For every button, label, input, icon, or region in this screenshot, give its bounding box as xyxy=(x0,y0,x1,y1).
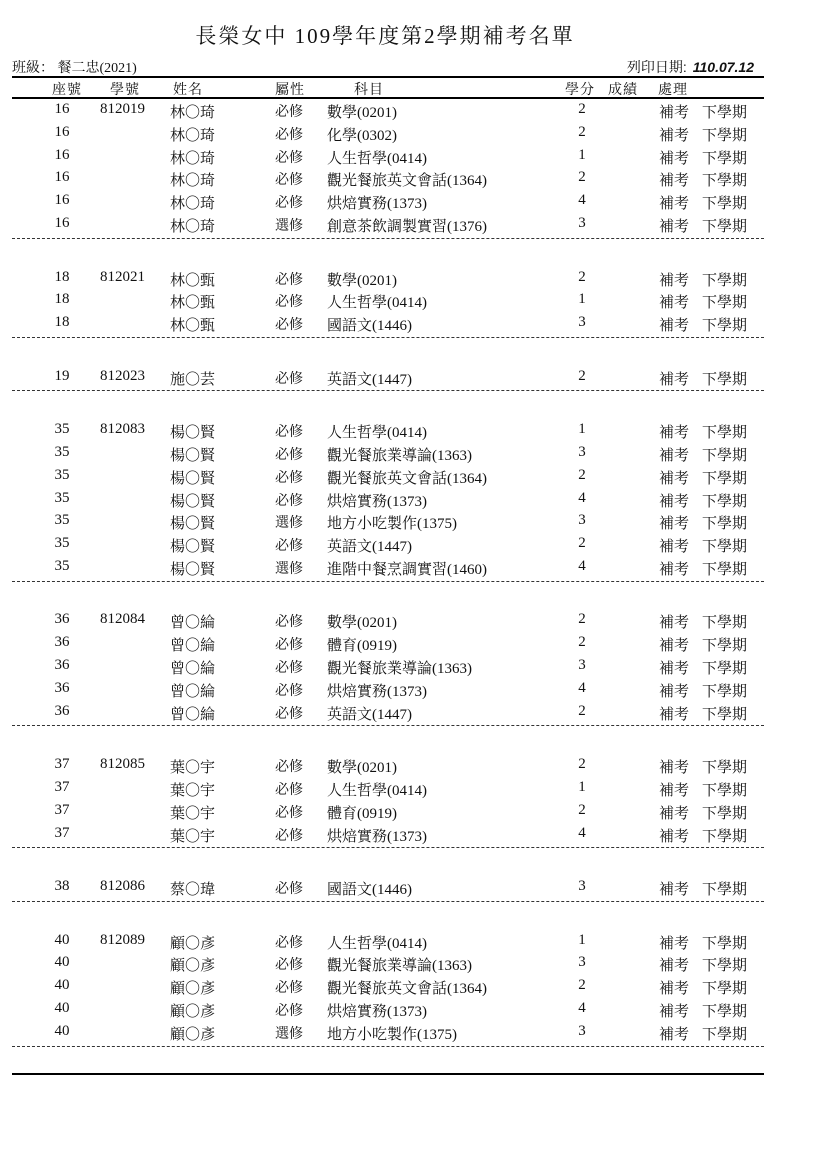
seat-cell: 40 xyxy=(54,1022,70,1039)
seat-cell: 35 xyxy=(54,466,70,483)
seat-cell: 16 xyxy=(54,101,70,117)
credit-cell: 3 xyxy=(578,512,586,529)
subject-cell: 化學(0302) xyxy=(327,127,397,144)
term-cell: 下學期 xyxy=(702,150,748,167)
col-type: 屬性 xyxy=(275,83,305,98)
table-row xyxy=(0,213,827,236)
type-cell: 必修 xyxy=(275,150,303,166)
credit-cell: 2 xyxy=(578,268,586,285)
name-cell: 顧〇彥 xyxy=(170,958,216,975)
table-row xyxy=(0,632,827,655)
seat-cell: 35 xyxy=(54,489,70,506)
name-cell: 楊〇賢 xyxy=(170,539,216,556)
action-cell: 補考 xyxy=(659,561,690,578)
subject-cell: 觀光餐旅業導論(1363) xyxy=(327,958,472,975)
type-cell: 必修 xyxy=(275,683,303,699)
name-cell: 施〇芸 xyxy=(170,371,216,388)
seat-cell: 37 xyxy=(54,778,70,795)
action-cell: 補考 xyxy=(659,828,690,845)
term-cell: 下學期 xyxy=(702,805,748,822)
credit-cell: 2 xyxy=(578,169,586,186)
type-cell: 必修 xyxy=(275,760,303,776)
type-cell: 必修 xyxy=(275,470,303,486)
type-cell: 選修 xyxy=(275,219,303,234)
subject-cell: 數學(0201) xyxy=(327,105,397,121)
table-row xyxy=(0,167,827,190)
table-row xyxy=(0,533,827,556)
term-cell: 下學期 xyxy=(702,706,748,723)
action-cell: 補考 xyxy=(659,638,690,655)
action-cell: 補考 xyxy=(659,706,690,723)
subject-cell: 觀光餐旅英文會話(1364) xyxy=(327,173,487,190)
term-cell: 下學期 xyxy=(702,561,748,578)
type-cell: 必修 xyxy=(275,828,303,844)
seat-cell: 40 xyxy=(54,999,70,1016)
credit-cell: 2 xyxy=(578,123,586,140)
table-row xyxy=(0,609,827,632)
term-cell: 下學期 xyxy=(702,1026,748,1043)
seat-cell: 35 xyxy=(54,535,70,552)
class-label: 班級： 餐二忠(2021) xyxy=(12,61,137,76)
credit-cell: 2 xyxy=(578,466,586,483)
subject-cell: 人生哲學(0414) xyxy=(327,150,427,167)
name-cell: 葉〇宇 xyxy=(170,828,216,845)
subject-cell: 烘焙實務(1373) xyxy=(327,683,427,700)
action-cell: 補考 xyxy=(659,958,690,975)
credit-cell: 1 xyxy=(578,291,586,308)
term-cell: 下學期 xyxy=(702,447,748,464)
seat-cell: 18 xyxy=(54,291,70,308)
table-row xyxy=(0,442,827,465)
seat-cell: 36 xyxy=(54,611,70,628)
type-cell: 必修 xyxy=(275,958,303,974)
credit-cell: 3 xyxy=(578,954,586,971)
type-cell: 必修 xyxy=(275,295,303,311)
credit-cell: 4 xyxy=(578,192,586,209)
type-cell: 必修 xyxy=(275,981,303,997)
term-cell: 下學期 xyxy=(702,425,748,442)
subject-cell: 英語文(1447) xyxy=(327,371,412,388)
credit-cell: 2 xyxy=(578,634,586,651)
table-row xyxy=(0,800,827,823)
term-cell: 下學期 xyxy=(702,958,748,975)
action-cell: 補考 xyxy=(659,805,690,822)
credit-cell: 3 xyxy=(578,443,586,460)
name-cell: 林〇甄 xyxy=(170,295,216,312)
name-cell: 曾〇綸 xyxy=(170,661,216,677)
subject-cell: 人生哲學(0414) xyxy=(327,782,427,799)
credit-cell: 3 xyxy=(578,314,586,331)
term-cell: 下學期 xyxy=(702,981,748,998)
name-cell: 林〇琦 xyxy=(170,173,216,190)
type-cell: 必修 xyxy=(275,272,303,288)
group-separator xyxy=(12,581,764,582)
credit-cell: 4 xyxy=(578,489,586,506)
name-cell: 顧〇彥 xyxy=(170,1003,216,1020)
subject-cell: 烘焙實務(1373) xyxy=(327,196,427,213)
subject-cell: 烘焙實務(1373) xyxy=(327,493,427,510)
action-cell: 補考 xyxy=(659,127,690,144)
table-row xyxy=(0,655,827,678)
credit-cell: 3 xyxy=(578,878,586,894)
type-cell: 必修 xyxy=(275,318,303,334)
group-separator xyxy=(12,238,764,239)
group-separator xyxy=(12,847,764,848)
type-cell: 選修 xyxy=(275,516,303,532)
student-id-cell: 812021 xyxy=(100,268,145,285)
bottom-rule xyxy=(12,1073,764,1075)
type-cell: 必修 xyxy=(275,425,303,441)
action-cell: 補考 xyxy=(659,295,690,312)
subject-cell: 進階中餐烹調實習(1460) xyxy=(327,561,487,578)
seat-cell: 16 xyxy=(54,123,70,140)
action-cell: 補考 xyxy=(659,219,690,235)
page-title: 長榮女中 109學年度第2學期補考名單 xyxy=(195,24,575,48)
group-separator xyxy=(12,901,764,902)
table-row xyxy=(0,556,827,579)
name-cell: 曾〇綸 xyxy=(170,683,216,700)
action-cell: 補考 xyxy=(659,661,690,677)
group-separator xyxy=(12,725,764,726)
table-row xyxy=(0,754,827,777)
subject-cell: 體育(0919) xyxy=(327,638,397,655)
table-row xyxy=(0,1021,827,1044)
seat-cell: 19 xyxy=(54,367,70,384)
subject-cell: 數學(0201) xyxy=(327,272,397,289)
credit-cell: 3 xyxy=(578,657,586,673)
table-row xyxy=(0,312,827,335)
name-cell: 林〇甄 xyxy=(170,272,216,289)
seat-cell: 18 xyxy=(54,268,70,285)
type-cell: 必修 xyxy=(275,805,303,821)
name-cell: 楊〇賢 xyxy=(170,470,216,487)
action-cell: 補考 xyxy=(659,425,690,442)
student-id-cell: 812023 xyxy=(100,367,145,384)
subject-cell: 觀光餐旅英文會話(1364) xyxy=(327,470,487,487)
name-cell: 蔡〇瑋 xyxy=(170,882,216,898)
name-cell: 楊〇賢 xyxy=(170,561,216,578)
term-cell: 下學期 xyxy=(702,782,748,799)
student-id-cell: 812085 xyxy=(100,756,145,773)
print-date-value: 110.07.12 xyxy=(692,59,754,75)
action-cell: 補考 xyxy=(659,318,690,335)
term-cell: 下學期 xyxy=(702,882,748,898)
credit-cell: 2 xyxy=(578,756,586,773)
action-cell: 補考 xyxy=(659,272,690,289)
table-row xyxy=(0,678,827,701)
term-cell: 下學期 xyxy=(702,615,748,632)
table-row xyxy=(0,419,827,442)
table-row xyxy=(0,510,827,533)
type-cell: 必修 xyxy=(275,539,303,555)
type-cell: 必修 xyxy=(275,638,303,654)
table-row xyxy=(0,488,827,511)
table-row xyxy=(0,930,827,953)
name-cell: 曾〇綸 xyxy=(170,615,216,632)
action-cell: 補考 xyxy=(659,760,690,777)
seat-cell: 36 xyxy=(54,657,70,673)
subject-cell: 人生哲學(0414) xyxy=(327,425,427,442)
term-cell: 下學期 xyxy=(702,683,748,700)
action-cell: 補考 xyxy=(659,782,690,799)
seat-cell: 36 xyxy=(54,702,70,719)
subject-cell: 觀光餐旅業導論(1363) xyxy=(327,661,472,677)
subject-cell: 烘焙實務(1373) xyxy=(327,1003,427,1020)
seat-cell: 36 xyxy=(54,634,70,651)
term-cell: 下學期 xyxy=(702,470,748,487)
name-cell: 顧〇彥 xyxy=(170,1026,216,1043)
col-seat: 座號 xyxy=(52,83,82,98)
term-cell: 下學期 xyxy=(702,760,748,777)
term-cell: 下學期 xyxy=(702,516,748,533)
student-id-cell: 812084 xyxy=(100,611,145,628)
name-cell: 顧〇彥 xyxy=(170,981,216,998)
credit-cell: 2 xyxy=(578,611,586,628)
student-id-cell: 812086 xyxy=(100,878,145,894)
term-cell: 下學期 xyxy=(702,105,748,121)
table-row xyxy=(0,975,827,998)
table-row xyxy=(0,289,827,312)
seat-cell: 35 xyxy=(54,443,70,460)
action-cell: 補考 xyxy=(659,539,690,556)
table-row xyxy=(0,190,827,213)
type-cell: 必修 xyxy=(275,447,303,463)
type-cell: 必修 xyxy=(275,706,303,722)
credit-cell: 4 xyxy=(578,824,586,841)
action-cell: 補考 xyxy=(659,1026,690,1043)
table-row xyxy=(0,465,827,488)
seat-cell: 40 xyxy=(54,954,70,971)
action-cell: 補考 xyxy=(659,882,690,898)
name-cell: 林〇琦 xyxy=(170,127,216,144)
subject-cell: 國語文(1446) xyxy=(327,882,412,898)
seat-cell: 18 xyxy=(54,314,70,331)
seat-cell: 35 xyxy=(54,557,70,574)
subject-cell: 觀光餐旅英文會話(1364) xyxy=(327,981,487,998)
group-separator xyxy=(12,1046,764,1047)
seat-cell: 16 xyxy=(54,215,70,231)
term-cell: 下學期 xyxy=(702,272,748,289)
term-cell: 下學期 xyxy=(702,219,748,235)
action-cell: 補考 xyxy=(659,196,690,213)
credit-cell: 4 xyxy=(578,557,586,574)
name-cell: 顧〇彥 xyxy=(170,935,216,952)
subject-cell: 創意茶飲調製實習(1376) xyxy=(327,219,487,235)
type-cell: 必修 xyxy=(275,105,303,120)
action-cell: 補考 xyxy=(659,516,690,533)
credit-cell: 1 xyxy=(578,931,586,948)
seat-cell: 37 xyxy=(54,801,70,818)
credit-cell: 2 xyxy=(578,977,586,994)
print-date-label: 列印日期: xyxy=(626,59,687,75)
name-cell: 楊〇賢 xyxy=(170,425,216,442)
term-cell: 下學期 xyxy=(702,318,748,335)
subject-cell: 人生哲學(0414) xyxy=(327,935,427,952)
col-name: 姓名 xyxy=(173,83,203,98)
seat-cell: 40 xyxy=(54,977,70,994)
action-cell: 補考 xyxy=(659,470,690,487)
col-subject: 科目 xyxy=(354,83,384,98)
name-cell: 葉〇宇 xyxy=(170,805,216,822)
seat-cell: 36 xyxy=(54,679,70,696)
name-cell: 曾〇綸 xyxy=(170,706,216,723)
subject-cell: 英語文(1447) xyxy=(327,539,412,556)
term-cell: 下學期 xyxy=(702,1003,748,1020)
action-cell: 補考 xyxy=(659,447,690,464)
subject-cell: 數學(0201) xyxy=(327,760,397,777)
type-cell: 必修 xyxy=(275,371,303,387)
type-cell: 必修 xyxy=(275,196,303,212)
seat-cell: 16 xyxy=(54,192,70,209)
type-cell: 必修 xyxy=(275,882,303,897)
table-row xyxy=(0,701,827,724)
col-action: 處理 xyxy=(658,83,688,98)
subject-cell: 地方小吃製作(1375) xyxy=(327,516,457,533)
table-row xyxy=(0,366,827,389)
type-cell: 必修 xyxy=(275,1003,303,1019)
term-cell: 下學期 xyxy=(702,196,748,213)
seat-cell: 37 xyxy=(54,756,70,773)
type-cell: 必修 xyxy=(275,127,303,143)
credit-cell: 3 xyxy=(578,215,586,231)
term-cell: 下學期 xyxy=(702,295,748,312)
subject-cell: 人生哲學(0414) xyxy=(327,295,427,312)
term-cell: 下學期 xyxy=(702,661,748,677)
action-cell: 補考 xyxy=(659,173,690,190)
term-cell: 下學期 xyxy=(702,935,748,952)
action-cell: 補考 xyxy=(659,1003,690,1020)
seat-cell: 37 xyxy=(54,824,70,841)
name-cell: 林〇琦 xyxy=(170,150,216,167)
subject-cell: 地方小吃製作(1375) xyxy=(327,1026,457,1043)
credit-cell: 1 xyxy=(578,421,586,438)
term-cell: 下學期 xyxy=(702,173,748,190)
term-cell: 下學期 xyxy=(702,638,748,655)
table-row xyxy=(0,122,827,145)
subject-cell: 英語文(1447) xyxy=(327,706,412,723)
seat-cell: 16 xyxy=(54,146,70,163)
type-cell: 必修 xyxy=(275,935,303,951)
credit-cell: 2 xyxy=(578,101,586,117)
seat-cell: 35 xyxy=(54,421,70,438)
col-grade: 成績 xyxy=(608,83,638,98)
term-cell: 下學期 xyxy=(702,539,748,556)
name-cell: 林〇甄 xyxy=(170,318,216,335)
credit-cell: 1 xyxy=(578,146,586,163)
name-cell: 楊〇賢 xyxy=(170,493,216,510)
col-credit: 學分 xyxy=(565,83,595,98)
table-row xyxy=(0,99,827,122)
name-cell: 葉〇宇 xyxy=(170,782,216,799)
subject-cell: 觀光餐旅業導論(1363) xyxy=(327,447,472,464)
credit-cell: 2 xyxy=(578,702,586,719)
table-row xyxy=(0,145,827,168)
student-id-cell: 812089 xyxy=(100,931,145,948)
action-cell: 補考 xyxy=(659,683,690,700)
action-cell: 補考 xyxy=(659,981,690,998)
name-cell: 林〇琦 xyxy=(170,105,216,121)
student-id-cell: 812019 xyxy=(100,101,145,117)
credit-cell: 3 xyxy=(578,1022,586,1039)
credit-cell: 1 xyxy=(578,778,586,795)
subject-cell: 體育(0919) xyxy=(327,805,397,822)
credit-cell: 2 xyxy=(578,801,586,818)
seat-cell: 35 xyxy=(54,512,70,529)
term-cell: 下學期 xyxy=(702,493,748,510)
name-cell: 楊〇賢 xyxy=(170,516,216,533)
group-separator xyxy=(12,337,764,338)
term-cell: 下學期 xyxy=(702,828,748,845)
action-cell: 補考 xyxy=(659,935,690,952)
subject-cell: 烘焙實務(1373) xyxy=(327,828,427,845)
credit-cell: 2 xyxy=(578,367,586,384)
seat-cell: 40 xyxy=(54,931,70,948)
type-cell: 選修 xyxy=(275,561,303,577)
action-cell: 補考 xyxy=(659,615,690,632)
table-row xyxy=(0,777,827,800)
action-cell: 補考 xyxy=(659,105,690,121)
seat-cell: 38 xyxy=(54,878,70,894)
table-row xyxy=(0,998,827,1021)
action-cell: 補考 xyxy=(659,150,690,167)
group-separator xyxy=(12,390,764,391)
credit-cell: 4 xyxy=(578,679,586,696)
type-cell: 必修 xyxy=(275,782,303,798)
credit-cell: 2 xyxy=(578,535,586,552)
student-id-cell: 812083 xyxy=(100,421,145,438)
type-cell: 必修 xyxy=(275,493,303,509)
term-cell: 下學期 xyxy=(702,127,748,144)
name-cell: 楊〇賢 xyxy=(170,447,216,464)
table-row xyxy=(0,952,827,975)
credit-cell: 4 xyxy=(578,999,586,1016)
action-cell: 補考 xyxy=(659,493,690,510)
name-cell: 林〇琦 xyxy=(170,196,216,213)
type-cell: 選修 xyxy=(275,1026,303,1042)
term-cell: 下學期 xyxy=(702,371,748,388)
table-row xyxy=(0,267,827,290)
type-cell: 必修 xyxy=(275,615,303,631)
type-cell: 必修 xyxy=(275,661,303,676)
subject-cell: 數學(0201) xyxy=(327,615,397,632)
col-student-id: 學號 xyxy=(110,83,140,98)
name-cell: 林〇琦 xyxy=(170,219,216,235)
seat-cell: 16 xyxy=(54,169,70,186)
name-cell: 葉〇宇 xyxy=(170,760,216,777)
name-cell: 曾〇綸 xyxy=(170,638,216,655)
subject-cell: 國語文(1446) xyxy=(327,318,412,335)
table-row xyxy=(0,876,827,899)
table-row xyxy=(0,823,827,846)
type-cell: 必修 xyxy=(275,173,303,189)
action-cell: 補考 xyxy=(659,371,690,388)
